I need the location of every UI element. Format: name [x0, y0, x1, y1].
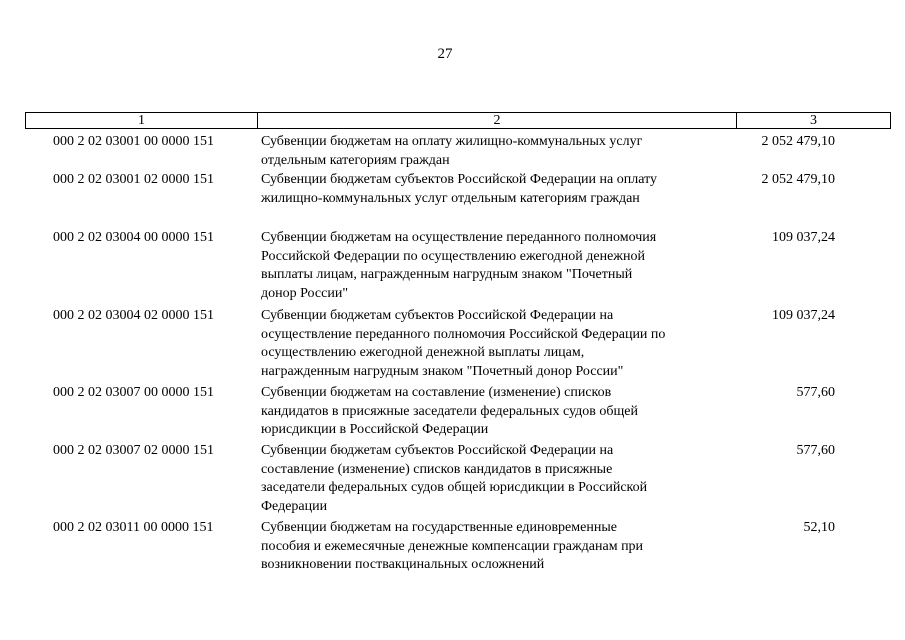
description-line: Российской Федерации по осуществлению ежегодной денежной — [261, 248, 645, 264]
amount: 109 037,24 — [772, 230, 835, 245]
description-line: Субвенции бюджетам субъектов Российской Федерации на — [261, 308, 614, 323]
budget-code: 000 2 02 03004 00 0000 151 — [53, 230, 214, 245]
budget-code: 000 2 02 03007 02 0000 151 — [53, 443, 214, 458]
row-description — [261, 442, 721, 516]
description-line: пособия и ежемесячные денежные компенсации гражданам при — [261, 538, 644, 554]
description-line: заседатели федеральных судов общей юрисдикции в Российской — [261, 480, 648, 495]
description-line: Субвенции бюджетам на осуществление переданного полномочия — [261, 230, 657, 245]
description-line: Субвенции бюджетам на государственные единовременные — [261, 520, 617, 535]
description-line: осуществление переданного полномочия Российской Федерации по — [261, 326, 666, 342]
amount: 2 052 479,10 — [761, 172, 835, 187]
page-number: 27 — [437, 46, 453, 62]
row-description — [261, 133, 721, 170]
column-header-3: 3 — [737, 113, 891, 129]
amount: 52,10 — [803, 520, 835, 535]
row-description — [261, 384, 721, 440]
row-description — [261, 519, 721, 575]
description-line: выплаты лицам, награжденным нагрудным знаком "Почетный — [261, 267, 633, 282]
row-description — [261, 307, 721, 381]
description-line: Субвенции бюджетам субъектов Российской Федерации на оплату — [261, 172, 658, 187]
description-line: Субвенции бюджетам субъектов Российской Федерации на — [261, 443, 614, 458]
description-line: жилищно-коммунальных услуг отдельным категориям граждан — [261, 190, 640, 206]
column-header-2: 2 — [258, 113, 737, 129]
budget-code: 000 2 02 03004 02 0000 151 — [53, 308, 214, 323]
description-line: Федерации — [261, 498, 328, 514]
amount: 109 037,24 — [772, 308, 835, 323]
amount: 577,60 — [796, 385, 835, 400]
amount: 2 052 479,10 — [761, 134, 835, 149]
budget-code: 000 2 02 03001 02 0000 151 — [53, 172, 214, 187]
row-description — [261, 229, 721, 303]
description-line: Субвенции бюджетам на составление (изменение) списков — [261, 385, 612, 400]
description-line: награжденным нагрудным знаком "Почетный донор России" — [261, 363, 624, 379]
description-line: отдельным категориям граждан — [261, 152, 450, 168]
row-description — [261, 171, 721, 208]
column-header-row — [26, 113, 891, 129]
budget-code: 000 2 02 03011 00 0000 151 — [53, 520, 214, 535]
description-line: осуществлению ежегодной денежной выплаты лицам, — [261, 345, 585, 360]
column-header-table — [25, 112, 891, 129]
description-line: донор России" — [261, 285, 349, 301]
description-line: возникновении поствакцинальных осложнений — [261, 557, 545, 572]
description-line: юрисдикции в Российской Федерации — [261, 422, 489, 437]
amount: 577,60 — [796, 443, 835, 458]
description-line: кандидатов в присяжные заседатели федеральных судов общей — [261, 403, 638, 419]
budget-code: 000 2 02 03007 00 0000 151 — [53, 385, 214, 400]
budget-code: 000 2 02 03001 00 0000 151 — [53, 134, 214, 149]
description-line: Субвенции бюджетам на оплату жилищно-коммунальных услуг — [261, 134, 643, 149]
column-header-1: 1 — [26, 113, 258, 129]
description-line: составление (изменение) списков кандидатов в присяжные — [261, 461, 613, 477]
